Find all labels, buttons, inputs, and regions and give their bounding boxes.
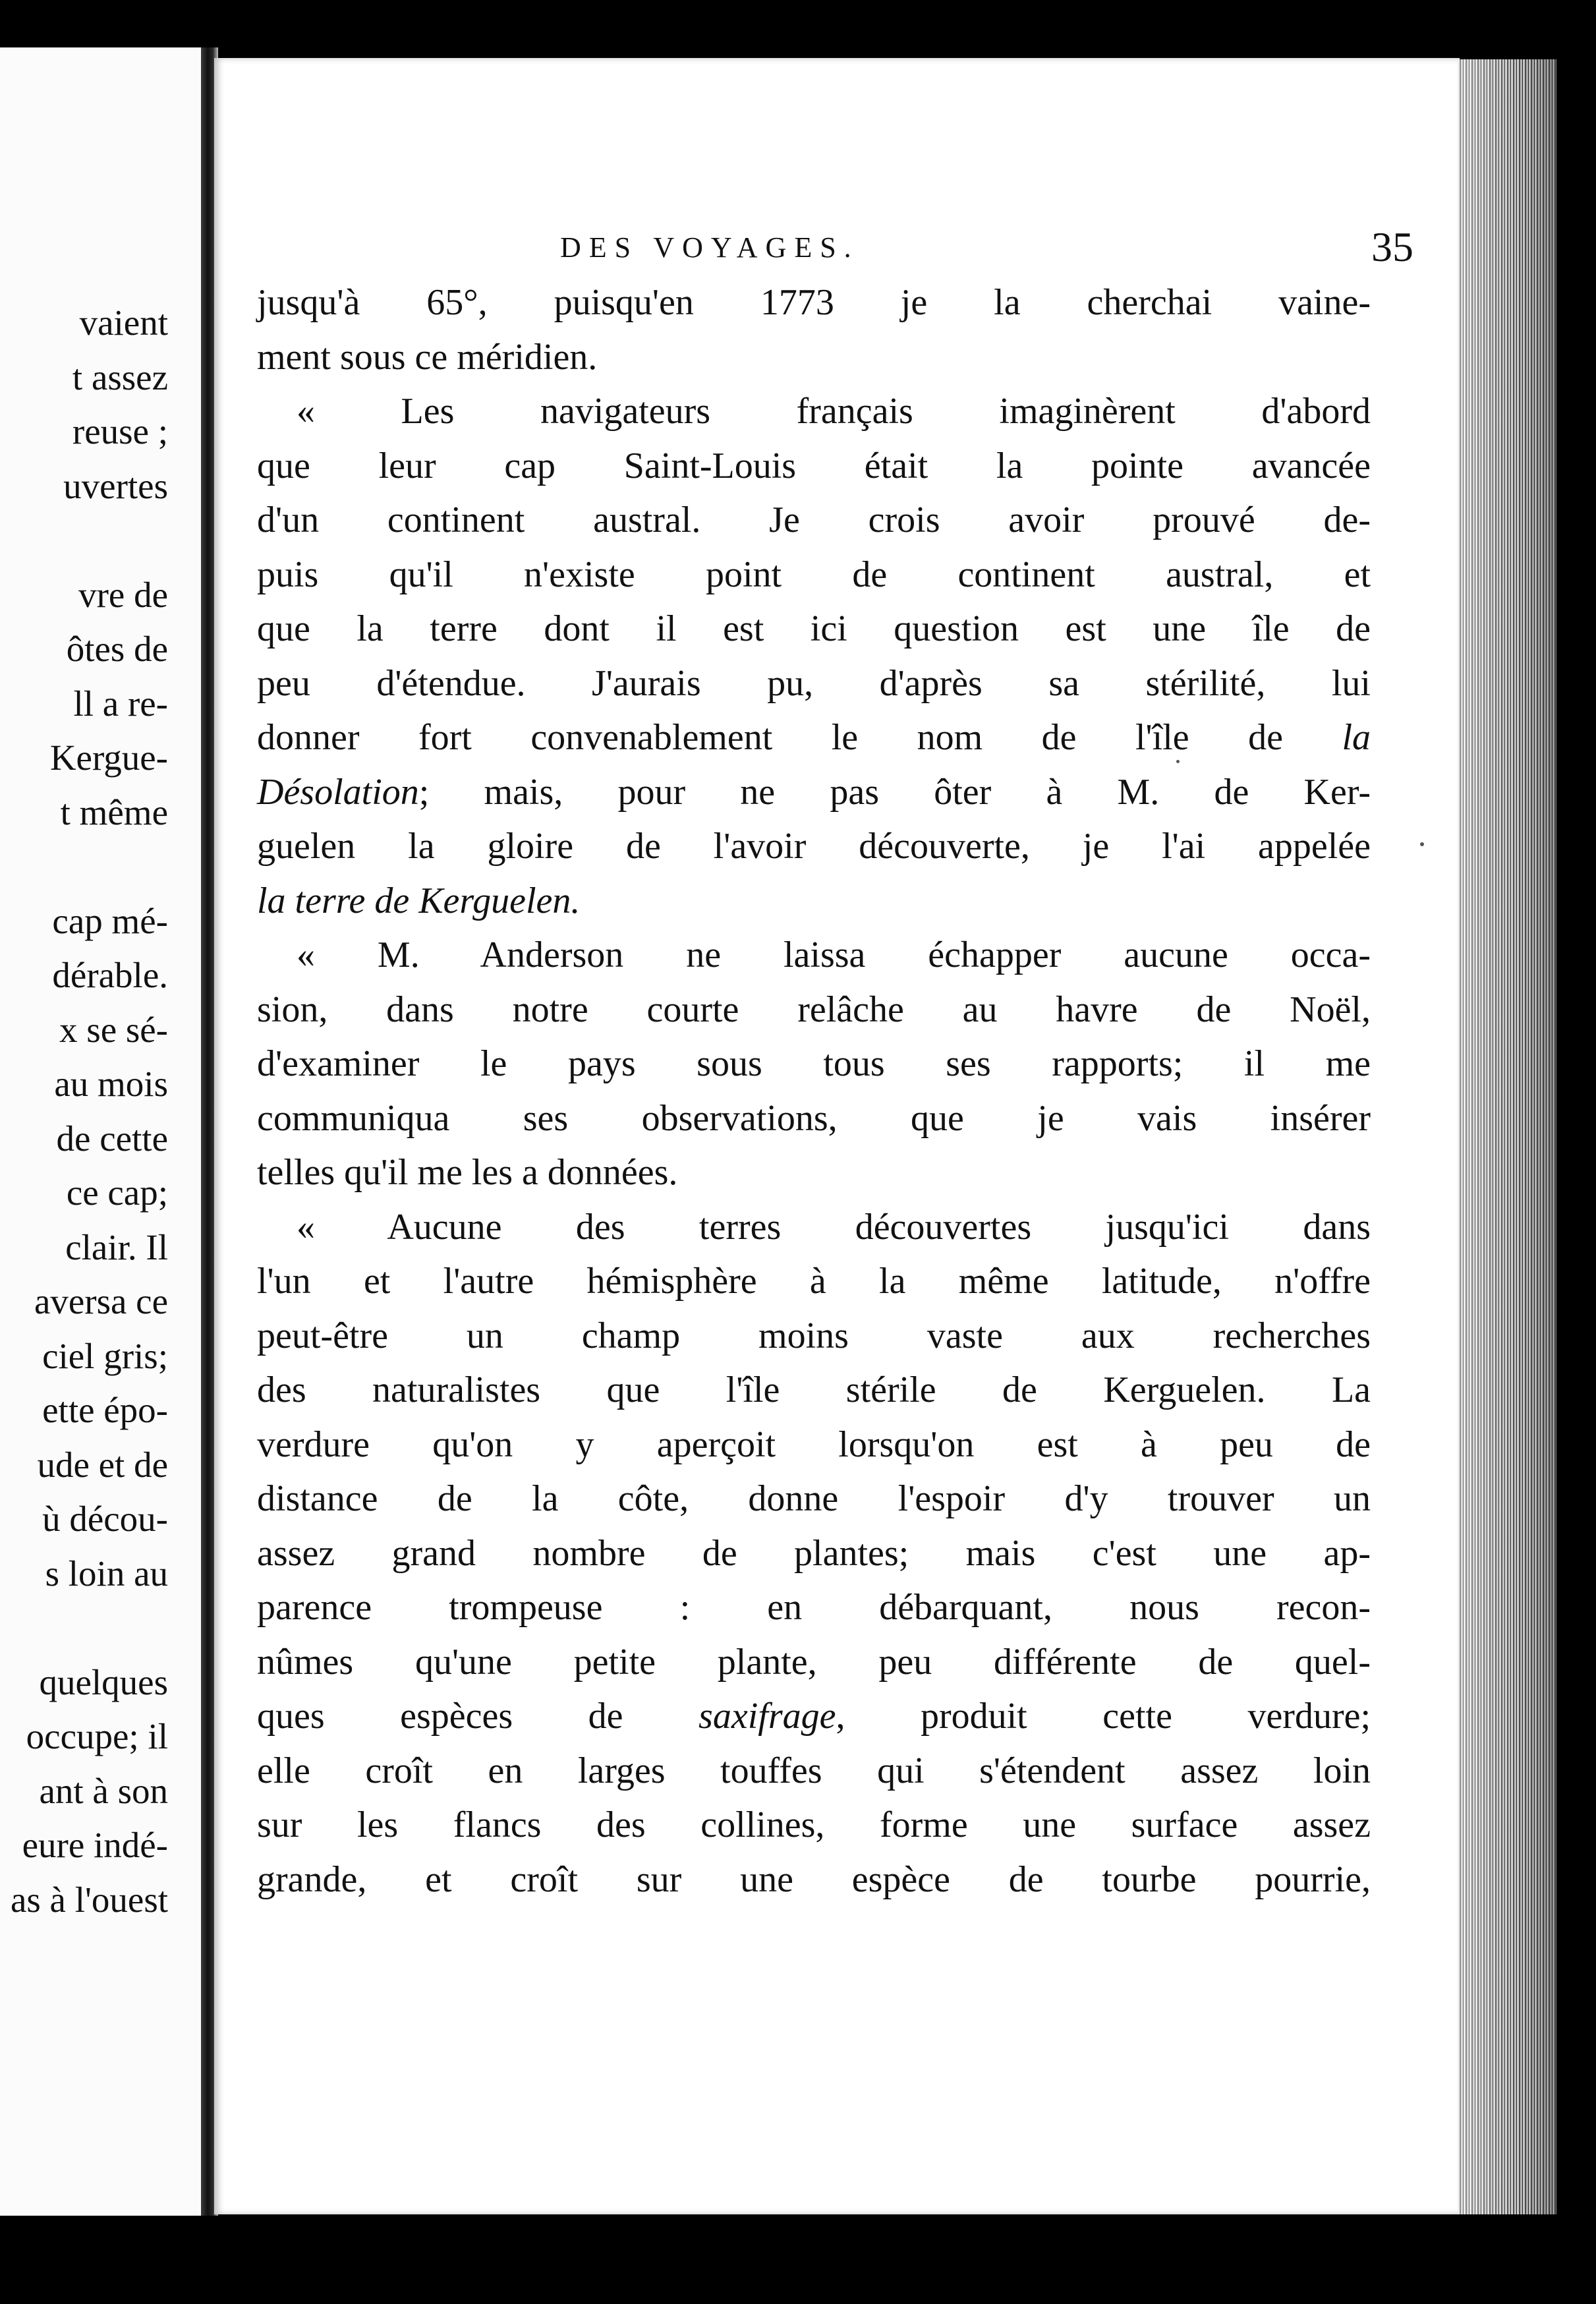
line-text: « Aucune des terres découvertes jusqu'ici dans — [297, 1206, 1371, 1248]
previous-page-line: ette épo- — [42, 1390, 168, 1430]
line-text: puis qu'il n'existe point de continent austral, et — [257, 554, 1371, 595]
text-line — [257, 1744, 1371, 1799]
body-text — [257, 275, 1371, 1907]
line-text: parence trompeuse : en débarquant, nous recon- — [257, 1587, 1371, 1628]
line-text: guelen la gloire de l'avoir découverte, je l'ai appelée — [257, 826, 1371, 867]
previous-page-line: de cette — [56, 1118, 168, 1159]
italic-phrase: la terre de Kerguelen. — [257, 880, 581, 921]
page-35 — [214, 58, 1460, 2214]
line-text: sur les flancs des collines, forme une surface assez — [257, 1804, 1371, 1845]
previous-page-line: as à l'ouest — [10, 1879, 168, 1920]
line-text: que leur cap Saint-Louis était la pointe avancée — [257, 445, 1371, 486]
previous-page-line: quelques — [39, 1661, 168, 1702]
previous-page-line: cap mé- — [52, 900, 168, 941]
page-number: 35 — [1371, 223, 1413, 270]
text-line — [257, 1635, 1371, 1690]
line-text: l'un et l'autre hémisphère à la même latitude, n'offre — [257, 1261, 1371, 1302]
text-line — [257, 1798, 1371, 1853]
line-text: telles qu'il me les a données. — [257, 1152, 678, 1193]
previous-page-line: t assez — [72, 357, 168, 397]
page-edges-shading — [1458, 59, 1556, 2214]
previous-page-line: ce cap; — [66, 1172, 168, 1213]
text-line — [257, 710, 1371, 765]
text-line — [257, 1689, 1371, 1744]
text-line — [257, 1363, 1371, 1418]
text-line — [257, 439, 1371, 494]
text-line — [257, 1580, 1371, 1635]
speck — [1176, 760, 1180, 763]
line-text: ques espèces de — [257, 1696, 699, 1737]
text-line — [257, 983, 1371, 1037]
previous-page-line: uvertes — [63, 465, 168, 506]
text-line — [257, 1037, 1371, 1091]
running-title: DES VOYAGES. — [560, 231, 859, 264]
text-line — [257, 656, 1371, 711]
text-line — [257, 1200, 1371, 1255]
previous-page-line: ù décou- — [42, 1499, 168, 1539]
line-text: ment sous ce méridien. — [257, 336, 598, 378]
line-text: donner fort convenablement le nom de l'île de — [257, 717, 1342, 758]
text-line — [257, 1853, 1371, 1907]
line-text: assez grand nombre de plantes; mais c'est une ap- — [257, 1532, 1371, 1574]
previous-page-line: x se sé- — [59, 1009, 168, 1050]
line-text: elle croît en larges touffes qui s'étendent assez loin — [257, 1750, 1371, 1791]
line-text: grande, et croît sur une espèce de tourbe pourrie, — [257, 1858, 1371, 1900]
text-line — [257, 765, 1371, 820]
text-line — [257, 1309, 1371, 1364]
text-line — [257, 602, 1371, 656]
previous-page-line: vaient — [79, 302, 168, 343]
line-text: peut-être un champ moins vaste aux recherches — [257, 1315, 1371, 1356]
previous-page-line: ll a re- — [73, 683, 168, 724]
previous-page-line: au mois — [54, 1064, 168, 1104]
previous-page-line: ude et de — [37, 1444, 168, 1485]
line-text: d'examiner le pays sous tous ses rapports; il me — [257, 1043, 1371, 1084]
line-text: des naturalistes que l'île stérile de Kerguelen. La — [257, 1369, 1371, 1410]
line-text: « M. Anderson ne laissa échapper aucune occa- — [297, 935, 1371, 975]
italic-phrase: Désolation — [257, 771, 419, 813]
text-line — [257, 874, 1371, 929]
previous-page-line: Kergue- — [49, 737, 168, 778]
previous-page-fragment — [0, 47, 201, 2216]
previous-page-line: t même — [60, 792, 168, 832]
line-text: peu d'étendue. J'aurais pu, d'après sa stérilité, lui — [257, 662, 1371, 704]
text-line — [257, 1145, 1371, 1200]
text-line — [257, 384, 1371, 439]
previous-page-line: s loin au — [45, 1553, 168, 1594]
text-line — [257, 1091, 1371, 1146]
line-text: ; mais, pour ne pas ôter à M. de Ker- — [418, 771, 1371, 813]
previous-page-text — [0, 47, 201, 2216]
previous-page-line: aversa ce — [34, 1281, 168, 1321]
text-line — [257, 493, 1371, 548]
line-text: « Les navigateurs français imaginèrent d'abord — [297, 391, 1371, 432]
line-text: nûmes qu'une petite plante, peu différente de quel- — [257, 1641, 1371, 1683]
line-text: d'un continent austral. Je crois avoir prouvé de- — [257, 500, 1371, 540]
text-line — [257, 330, 1371, 385]
speck — [1420, 842, 1424, 846]
previous-page-line: occupe; il — [26, 1716, 168, 1756]
previous-page-line: ant à son — [39, 1770, 168, 1811]
text-line — [257, 548, 1371, 602]
line-text: , produit cette verdure; — [836, 1696, 1371, 1737]
text-line — [257, 1254, 1371, 1309]
text-line — [257, 275, 1371, 330]
text-line — [257, 819, 1371, 874]
previous-page-line: ôtes de — [66, 629, 168, 669]
text-line — [257, 1418, 1371, 1472]
italic-phrase: saxifrage — [698, 1696, 836, 1737]
text-line — [257, 928, 1371, 983]
line-text: que la terre dont il est ici question est une île de — [257, 608, 1371, 649]
text-line — [257, 1472, 1371, 1526]
italic-phrase: la — [1342, 717, 1371, 758]
previous-page-line: dérable. — [52, 955, 168, 995]
previous-page-line: clair. Il — [65, 1226, 168, 1267]
previous-page-line: reuse ; — [72, 411, 168, 451]
previous-page-line: vre de — [78, 574, 168, 615]
previous-page-line: eure indé- — [22, 1825, 168, 1865]
line-text: distance de la côte, donne l'espoir d'y trouver un — [257, 1478, 1371, 1519]
line-text: jusqu'à 65°, puisqu'en 1773 je la cherchai vaine- — [257, 282, 1371, 323]
text-line — [257, 1526, 1371, 1581]
previous-page-line: ciel gris; — [42, 1335, 168, 1376]
line-text: communiqua ses observations, que je vais insérer — [257, 1097, 1371, 1139]
line-text: sion, dans notre courte relâche au havre de Noël, — [257, 989, 1371, 1030]
line-text: verdure qu'on y aperçoit lorsqu'on est à peu de — [257, 1424, 1371, 1465]
